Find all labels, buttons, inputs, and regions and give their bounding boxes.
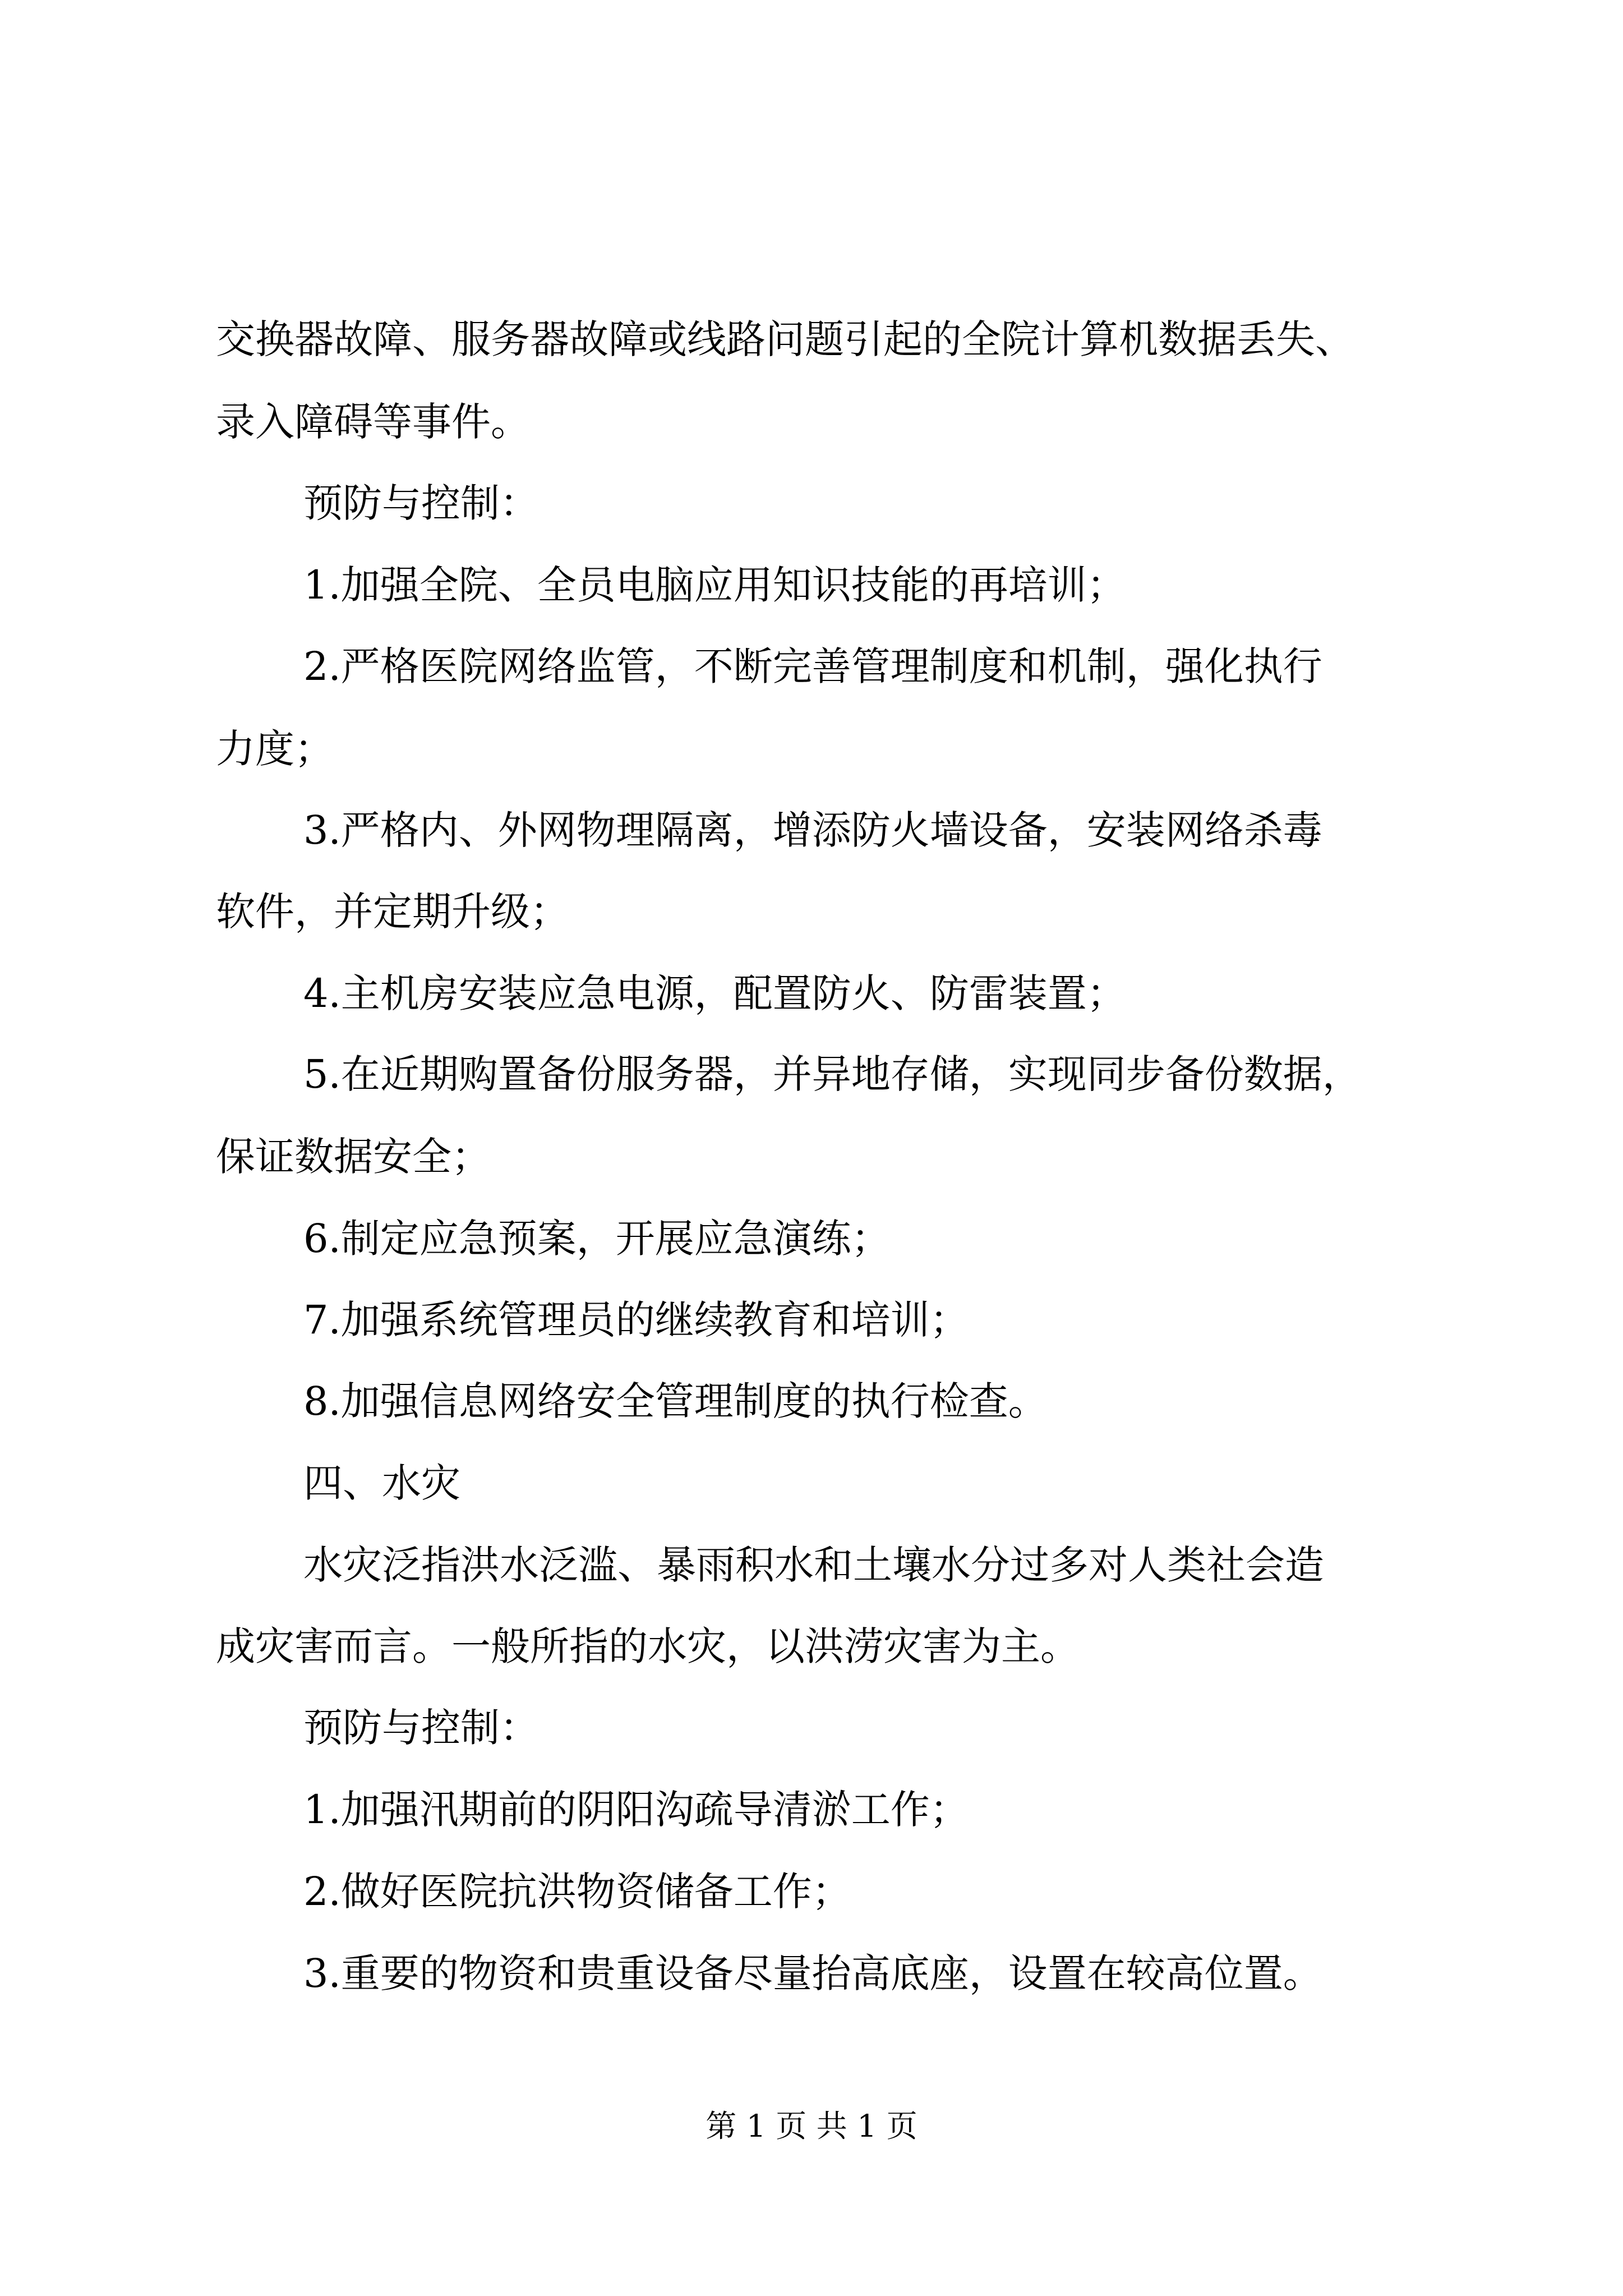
body-line-18: 预防与控制： [303,1705,539,1751]
body-line-1: 交换器故障、服务器故障或线路问题引起的全院计算机数据丢失、 [216,316,1354,362]
body-line-16: 水灾泛指洪水泛滥、暴雨积水和土壤水分过多对人类社会造 [303,1542,1324,1588]
body-line-2: 录入障碍等事件。 [216,399,530,445]
body-line-3: 预防与控制： [303,480,539,526]
body-line-20: 2.做好医院抗洪物资储备工作； [303,1869,851,1915]
section-heading: 四、水灾 [303,1460,460,1506]
body-line-17: 成灾害而言。一般所指的水灾，以洪涝灾害为主。 [216,1623,1080,1669]
body-line-8: 软件，并定期升级； [216,889,569,935]
body-line-12: 6.制定应急预案，开展应急演练； [303,1216,891,1262]
body-line-9: 4.主机房安装应急电源，配置防火、防雷装置； [303,970,1126,1016]
body-line-7: 3.严格内、外网物理隔离，增添防火墙设备，安装网络杀毒 [303,807,1322,853]
body-line-21: 3.重要的物资和贵重设备尽量抬高底座，设置在较高位置。 [303,1950,1322,1996]
body-line-5: 2.严格医院网络监管，不断完善管理制度和机制，强化执行 [303,643,1322,689]
body-line-19: 1.加强汛期前的阴阳沟疏导清淤工作； [303,1787,969,1833]
body-line-13: 7.加强系统管理员的继续教育和培训； [303,1297,969,1343]
body-line-4: 1.加强全院、全员电脑应用知识技能的再培训； [303,562,1126,608]
page-number-footer: 第 1 页 共 1 页 [706,2108,917,2144]
body-line-10: 5.在近期购置备份服务器，并异地存储，实现同步备份数据， [303,1051,1362,1097]
body-line-11: 保证数据安全； [216,1134,491,1180]
body-line-6: 力度； [216,726,334,772]
body-line-14: 8.加强信息网络安全管理制度的执行检查。 [303,1378,1048,1424]
